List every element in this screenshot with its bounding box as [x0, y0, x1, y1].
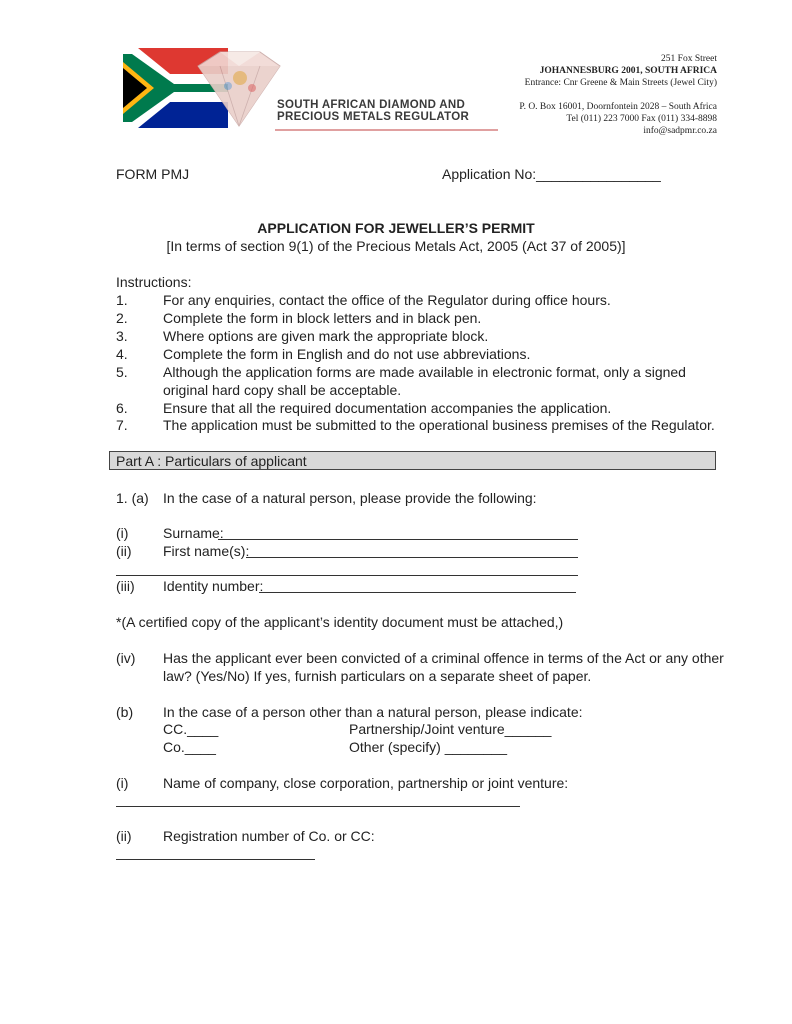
criminal-offence-question-continued: law? (Yes/No) If yes, furnish particulars on a separate sheet of paper.	[163, 668, 592, 684]
registration-number-label: Registration number of Co. or CC:	[163, 828, 375, 844]
instruction-number: 2.	[116, 310, 128, 326]
instruction-text: Where options are given mark the appropriate block.	[163, 328, 489, 344]
address-city: JOHANNESBURG 2001, SOUTH AFRICA	[539, 66, 717, 76]
company-name-label: Name of company, close corporation, partnership or joint venture:	[163, 775, 569, 791]
instruction-text: Although the application forms are made available in electronic format, only a signed	[163, 364, 686, 380]
registration-number-field[interactable]	[116, 859, 315, 860]
address-entrance: Entrance: Cnr Greene & Main Streets (Jewel City)	[524, 78, 717, 88]
address-po-box: P. O. Box 16001, Doornfontein 2028 – South Africa	[519, 102, 717, 112]
instruction-number: 3.	[116, 328, 128, 344]
question-1a-text: In the case of a natural person, please provide the following:	[163, 490, 537, 506]
instruction-number: 4.	[116, 346, 128, 362]
first-names-field-continued[interactable]	[116, 575, 578, 576]
option-partnership-joint-venture[interactable]: Partnership/Joint venture______	[349, 721, 552, 737]
instruction-text-continued: original hard copy shall be acceptable.	[163, 382, 402, 398]
criminal-offence-question: Has the applicant ever been convicted of a criminal offence in terms of the Act or any other	[163, 650, 724, 666]
first-names-label: First name(s):	[163, 543, 250, 559]
instruction-text: Complete the form in English and do not use abbreviations.	[163, 346, 531, 362]
form-subtitle: [In terms of section 9(1) of the Precious Metals Act, 2005 (Act 37 of 2005)]	[166, 238, 626, 254]
form-title: APPLICATION FOR JEWELLER’S PERMIT	[257, 220, 535, 236]
first-names-number: (ii)	[116, 543, 132, 559]
surname-number: (i)	[116, 525, 129, 541]
first-names-field[interactable]	[246, 557, 578, 558]
instructions-heading: Instructions:	[116, 274, 192, 290]
question-b-text: In the case of a person other than a natural person, please indicate:	[163, 704, 583, 720]
surname-label: Surname:	[163, 525, 224, 541]
question-1a-number: 1. (a)	[116, 490, 149, 506]
instruction-text: The application must be submitted to the operational business premises of the Regulator.	[163, 417, 715, 433]
application-number-field[interactable]: Application No:________________	[442, 166, 661, 182]
part-a-heading: Part A : Particulars of applicant	[116, 453, 307, 469]
option-other-specify[interactable]: Other (specify) ________	[349, 739, 507, 755]
form-code: FORM PMJ	[116, 166, 190, 182]
company-name-field[interactable]	[116, 806, 520, 807]
instruction-number: 7.	[116, 417, 128, 433]
instruction-number: 1.	[116, 292, 128, 308]
question-b-number: (b)	[116, 704, 134, 720]
identity-number-field[interactable]	[259, 592, 576, 593]
address-email: info@sadpmr.co.za	[643, 126, 717, 136]
identity-number-label: Identity number:	[163, 578, 264, 594]
registration-number-number: (ii)	[116, 828, 132, 844]
identity-document-note: *(A certified copy of the applicant’s identity document must be attached,)	[116, 614, 564, 630]
org-name-line2: PRECIOUS METALS REGULATOR	[277, 111, 470, 123]
instruction-text: Complete the form in block letters and in black pen.	[163, 310, 482, 326]
option-co[interactable]: Co.____	[163, 739, 216, 755]
address-street: 251 Fox Street	[661, 54, 717, 64]
instruction-number: 6.	[116, 400, 128, 416]
identity-number-number: (iii)	[116, 578, 135, 594]
instruction-text: For any enquiries, contact the office of the Regulator during office hours.	[163, 292, 611, 308]
instruction-text: Ensure that all the required documentation accompanies the application.	[163, 400, 612, 416]
address-tel-fax: Tel (011) 223 7000 Fax (011) 334-8898	[566, 114, 717, 124]
org-name-line1: SOUTH AFRICAN DIAMOND AND	[277, 99, 466, 111]
instruction-number: 5.	[116, 364, 128, 380]
criminal-offence-number: (iv)	[116, 650, 136, 666]
part-a-heading-bar	[109, 451, 716, 470]
surname-field[interactable]	[218, 539, 578, 540]
company-name-number: (i)	[116, 775, 129, 791]
option-cc[interactable]: CC.____	[163, 721, 219, 737]
